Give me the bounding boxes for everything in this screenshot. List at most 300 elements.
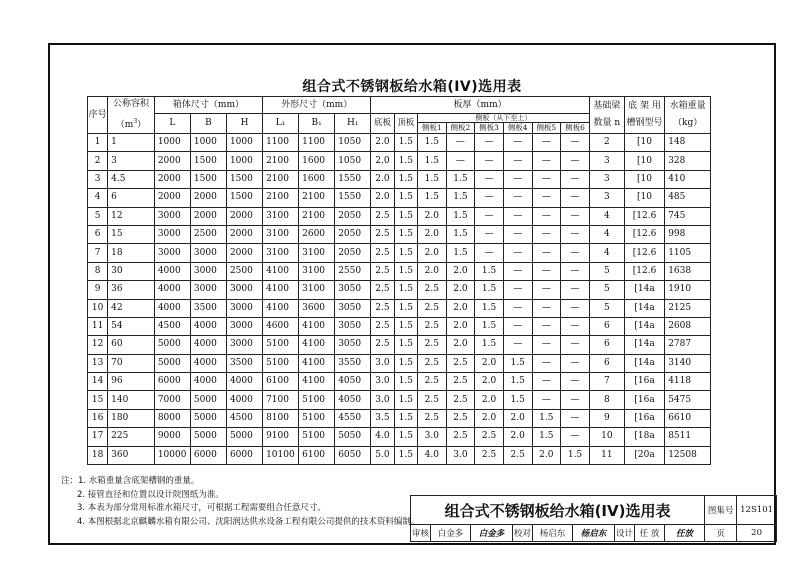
table-cell: — — [561, 225, 590, 243]
table-cell: [16a — [624, 409, 664, 427]
title-block — [410, 495, 777, 542]
table-cell: 1000 — [190, 134, 226, 152]
table-cell: 4 — [589, 244, 624, 262]
atlas-number: 12S101 — [737, 496, 777, 525]
table-cell: 1105 — [665, 244, 711, 262]
table-cell: 1600 — [299, 170, 335, 188]
table-cell: — — [561, 207, 590, 225]
table-cell: — — [503, 170, 532, 188]
table-row — [88, 134, 711, 152]
table-cell: 148 — [665, 134, 711, 152]
table-cell: 2000 — [190, 207, 226, 225]
table-title: 组合式不锈钢板给水箱(IV)选用表 — [302, 79, 522, 95]
table-cell: 2.0 — [446, 262, 475, 280]
table-cell: — — [503, 189, 532, 207]
table-cell: 2.0 — [503, 428, 532, 446]
table-cell: 3500 — [226, 354, 262, 372]
table-cell: 8 — [589, 391, 624, 409]
table-cell: [14a — [624, 299, 664, 317]
table-cell: 2050 — [335, 207, 371, 225]
table-cell: 6000 — [190, 446, 226, 464]
header-thickness: 板厚（mm） — [371, 97, 590, 114]
table-cell: 3.0 — [417, 428, 446, 446]
table-cell: 745 — [665, 207, 711, 225]
table-cell: 2.5 — [446, 409, 475, 427]
table-cell: 4100 — [299, 354, 335, 372]
table-cell: 1.5 — [475, 299, 504, 317]
table-cell: — — [532, 317, 561, 335]
table-cell: — — [561, 281, 590, 299]
table-cell: 2.5 — [371, 262, 394, 280]
table-cell: [12.6 — [624, 244, 664, 262]
table-cell: 1.5 — [446, 189, 475, 207]
table-cell: 3000 — [226, 317, 262, 335]
table-cell: 36 — [108, 281, 155, 299]
header-top: 顶板 — [394, 114, 417, 134]
table-cell: 2.5 — [446, 391, 475, 409]
table-cell: 1500 — [226, 189, 262, 207]
table-cell: 3.5 — [371, 409, 394, 427]
table-cell: 1600 — [299, 152, 335, 170]
table-cell: 4000 — [226, 373, 262, 391]
table-cell: 2.0 — [446, 299, 475, 317]
table-cell: 5100 — [263, 336, 299, 354]
table-cell: 3050 — [335, 281, 371, 299]
note-2: 2. 接管直径和位置以设计院图纸为准。 — [77, 489, 224, 500]
table-cell: 4.0 — [371, 428, 394, 446]
table-cell: 2.5 — [446, 428, 475, 446]
table-cell: 15 — [108, 225, 155, 243]
table-cell: 3500 — [190, 299, 226, 317]
table-cell: 1.5 — [394, 207, 417, 225]
table-cell: — — [503, 336, 532, 354]
table-cell: 1 — [88, 134, 108, 152]
table-cell: — — [561, 354, 590, 372]
table-cell: 4100 — [263, 281, 299, 299]
table-cell: 3050 — [335, 299, 371, 317]
table-cell: 70 — [108, 354, 155, 372]
table-cell: 1.5 — [394, 134, 417, 152]
table-cell: — — [561, 262, 590, 280]
table-cell: 11 — [589, 446, 624, 464]
header-B1: B₁ — [299, 114, 335, 134]
table-cell: 18 — [88, 446, 108, 464]
table-cell: 1.5 — [394, 189, 417, 207]
table-cell: 7000 — [154, 391, 190, 409]
table-cell: 16 — [88, 409, 108, 427]
table-cell: 3000 — [190, 281, 226, 299]
table-cell: 3000 — [226, 299, 262, 317]
table-cell: 1.5 — [503, 373, 532, 391]
table-cell: [12.6 — [624, 262, 664, 280]
table-cell: 1.5 — [394, 373, 417, 391]
table-cell: 1500 — [190, 170, 226, 188]
table-cell: — — [561, 134, 590, 152]
table-row — [88, 446, 711, 464]
designer-name: 任 放 — [635, 525, 665, 542]
table-cell: 2.0 — [446, 336, 475, 354]
table-cell: 6 — [589, 354, 624, 372]
table-cell: — — [561, 336, 590, 354]
page-label: 页 — [705, 525, 737, 542]
table-cell: — — [475, 152, 504, 170]
reviewer-signature: 白金多 — [471, 525, 513, 542]
designer-signature: 任放 — [665, 525, 705, 542]
table-cell: 13 — [88, 354, 108, 372]
table-cell: 2.5 — [371, 317, 394, 335]
table-cell: 96 — [108, 373, 155, 391]
table-cell: 4.5 — [108, 170, 155, 188]
table-cell: 2.0 — [503, 409, 532, 427]
table-cell: — — [503, 152, 532, 170]
table-cell: [12.6 — [624, 225, 664, 243]
table-cell: 3000 — [154, 207, 190, 225]
table-cell: — — [475, 189, 504, 207]
table-cell: [16a — [624, 373, 664, 391]
table-cell: 3050 — [335, 336, 371, 354]
table-cell: 4500 — [226, 409, 262, 427]
table-row — [88, 189, 711, 207]
table-cell: 485 — [665, 189, 711, 207]
table-cell: 1550 — [335, 170, 371, 188]
table-cell: 3100 — [263, 207, 299, 225]
header-capacity-label: 公称容积 — [112, 99, 149, 109]
table-cell: — — [532, 354, 561, 372]
table-cell: — — [532, 373, 561, 391]
table-cell: 2.0 — [475, 373, 504, 391]
table-cell: — — [503, 299, 532, 317]
table-cell: 3000 — [226, 336, 262, 354]
table-cell: 2050 — [335, 244, 371, 262]
table-cell: 1.5 — [475, 336, 504, 354]
table-cell: 3000 — [154, 244, 190, 262]
table-cell: 2.5 — [417, 299, 446, 317]
table-cell: 2608 — [665, 317, 711, 335]
table-cell: 5000 — [190, 428, 226, 446]
table-cell: 1.5 — [394, 262, 417, 280]
table-cell: 5475 — [665, 391, 711, 409]
table-cell: — — [561, 189, 590, 207]
table-cell: 5000 — [226, 428, 262, 446]
table-cell: 2.5 — [417, 317, 446, 335]
table-cell: — — [503, 134, 532, 152]
table-cell: 3100 — [299, 244, 335, 262]
table-cell: 10 — [589, 428, 624, 446]
table-row — [88, 281, 711, 299]
table-cell: 42 — [108, 299, 155, 317]
table-cell: 6050 — [335, 446, 371, 464]
table-cell: 1000 — [226, 134, 262, 152]
table-cell: 2000 — [154, 189, 190, 207]
table-cell: 3.0 — [371, 391, 394, 409]
table-cell: 2.5 — [417, 336, 446, 354]
table-cell: 54 — [108, 317, 155, 335]
table-cell: 4000 — [154, 281, 190, 299]
table-cell: 3000 — [190, 262, 226, 280]
note-1: 注：1. 水箱重量含底架槽钢的重量。 — [61, 476, 200, 486]
table-cell: 2.5 — [475, 428, 504, 446]
table-cell: 1.5 — [446, 244, 475, 262]
reviewer-name: 白金多 — [431, 525, 471, 542]
selection-table — [87, 96, 711, 465]
header-bottom: 底板 — [371, 114, 394, 134]
table-cell: 2.5 — [371, 281, 394, 299]
table-cell: 2000 — [226, 207, 262, 225]
table-cell: — — [532, 336, 561, 354]
table-cell: — — [561, 409, 590, 427]
header-side-group: 侧板（从下至上） — [417, 114, 589, 123]
table-cell: 14 — [88, 373, 108, 391]
table-cell: 180 — [108, 409, 155, 427]
table-cell: [10 — [624, 152, 664, 170]
table-cell: — — [532, 189, 561, 207]
table-cell: — — [532, 152, 561, 170]
table-cell: 1050 — [335, 134, 371, 152]
table-cell: 1.5 — [394, 244, 417, 262]
table-cell: [10 — [624, 170, 664, 188]
table-cell: 1500 — [226, 170, 262, 188]
header-side-6: 侧板6 — [561, 123, 590, 134]
page-number: 20 — [737, 525, 777, 542]
table-row — [88, 225, 711, 243]
table-cell: 4000 — [190, 317, 226, 335]
table-cell: 2.5 — [475, 446, 504, 464]
table-cell: 6 — [88, 225, 108, 243]
table-cell: 1000 — [154, 134, 190, 152]
header-side-1: 侧板1 — [417, 123, 446, 134]
table-cell: 360 — [108, 446, 155, 464]
table-cell: 2125 — [665, 299, 711, 317]
table-cell: 7100 — [263, 391, 299, 409]
table-cell: 3.0 — [371, 373, 394, 391]
table-row — [88, 207, 711, 225]
table-cell: 1.5 — [394, 170, 417, 188]
table-cell: 2.0 — [532, 446, 561, 464]
table-row — [88, 170, 711, 188]
table-cell: 4000 — [154, 299, 190, 317]
table-cell: — — [561, 152, 590, 170]
table-cell: 4118 — [665, 373, 711, 391]
table-cell: 2100 — [263, 152, 299, 170]
table-cell: — — [532, 244, 561, 262]
table-cell: 3 — [88, 170, 108, 188]
table-cell: 4000 — [190, 373, 226, 391]
table-cell: 4550 — [335, 409, 371, 427]
header-side-2: 侧板2 — [446, 123, 475, 134]
table-cell: 5100 — [263, 354, 299, 372]
table-cell: 4100 — [299, 373, 335, 391]
table-cell: 1.5 — [394, 225, 417, 243]
table-cell: 2100 — [299, 189, 335, 207]
table-cell: 2.0 — [475, 409, 504, 427]
table-cell: 410 — [665, 170, 711, 188]
table-cell: 6 — [589, 336, 624, 354]
table-row — [88, 299, 711, 317]
table-row — [88, 428, 711, 446]
table-cell: — — [532, 207, 561, 225]
table-cell: — — [475, 244, 504, 262]
note-4: 4. 本图根据北京麒麟水箱有限公司、沈阳润达供水设备工程有限公司提供的技术资料编制。 — [77, 516, 420, 527]
table-cell: 5 — [589, 299, 624, 317]
table-cell: 4600 — [263, 317, 299, 335]
table-cell: 2.5 — [371, 299, 394, 317]
table-cell: 4 — [589, 225, 624, 243]
table-cell: 6610 — [665, 409, 711, 427]
table-cell: 2.5 — [417, 409, 446, 427]
table-cell: 2.0 — [446, 281, 475, 299]
table-cell: 3550 — [335, 354, 371, 372]
table-cell: 2.5 — [371, 244, 394, 262]
header-weight: 水箱重量 （kg） — [665, 97, 711, 134]
table-cell: 1.5 — [394, 428, 417, 446]
header-H1: H₁ — [335, 114, 371, 134]
table-row — [88, 152, 711, 170]
table-cell: 1.5 — [417, 170, 446, 188]
table-cell: [10 — [624, 189, 664, 207]
table-cell: 1910 — [665, 281, 711, 299]
table-cell: 2.0 — [446, 317, 475, 335]
table-cell: 1.5 — [475, 262, 504, 280]
checker-signature: 杨启东 — [573, 525, 615, 542]
table-cell: 2.5 — [417, 354, 446, 372]
table-cell: 1.5 — [503, 354, 532, 372]
table-cell: 1.5 — [417, 152, 446, 170]
table-cell: — — [503, 281, 532, 299]
table-cell: 1 — [108, 134, 155, 152]
table-cell: 1550 — [335, 189, 371, 207]
table-cell: 2.5 — [446, 373, 475, 391]
table-cell: 225 — [108, 428, 155, 446]
table-cell: 2100 — [263, 189, 299, 207]
table-cell: 11 — [88, 317, 108, 335]
table-cell: 998 — [665, 225, 711, 243]
table-cell: 10100 — [263, 446, 299, 464]
table-cell: 1050 — [335, 152, 371, 170]
table-cell: 10000 — [154, 446, 190, 464]
table-cell: 2000 — [154, 170, 190, 188]
table-cell: 1.5 — [394, 299, 417, 317]
table-cell: 2.0 — [417, 225, 446, 243]
table-cell: [20a — [624, 446, 664, 464]
table-cell: — — [532, 134, 561, 152]
table-cell: — — [532, 281, 561, 299]
table-row — [88, 317, 711, 335]
header-capacity-unit: $(m^3)$ — [115, 118, 147, 130]
table-cell: 3050 — [335, 317, 371, 335]
header-chassis: 底 架 用 槽钢型号 — [624, 97, 664, 134]
table-cell: 2 — [88, 152, 108, 170]
table-cell: 2.0 — [417, 262, 446, 280]
table-cell: 2.5 — [503, 446, 532, 464]
table-cell: 3 — [108, 152, 155, 170]
table-cell: 2.5 — [371, 207, 394, 225]
table-cell: 2 — [589, 134, 624, 152]
table-cell: 5100 — [299, 409, 335, 427]
table-cell: 4 — [589, 207, 624, 225]
table-cell: [12.6 — [624, 207, 664, 225]
table-cell: 4000 — [226, 391, 262, 409]
header-B: B — [190, 114, 226, 134]
header-outer-size: 外形尺寸（mm） — [263, 97, 371, 114]
table-cell: [14a — [624, 317, 664, 335]
table-cell: 3600 — [299, 299, 335, 317]
header-L1: L₁ — [263, 114, 299, 134]
table-cell: 30 — [108, 262, 155, 280]
table-cell: — — [475, 134, 504, 152]
table-cell: 1.5 — [394, 336, 417, 354]
table-row — [88, 262, 711, 280]
table-cell: [18a — [624, 428, 664, 446]
table-cell: 1.5 — [446, 170, 475, 188]
table-cell: 5000 — [190, 391, 226, 409]
table-row — [88, 354, 711, 372]
table-cell: 2.5 — [417, 373, 446, 391]
table-cell: 2.0 — [417, 207, 446, 225]
table-cell: 6000 — [154, 373, 190, 391]
table-cell: 2000 — [226, 225, 262, 243]
table-cell: 4500 — [154, 317, 190, 335]
table-cell: 1100 — [299, 134, 335, 152]
table-cell: 2.5 — [371, 336, 394, 354]
table-cell: 2.0 — [371, 152, 394, 170]
table-row — [88, 336, 711, 354]
table-cell: 1.5 — [394, 281, 417, 299]
table-cell: [16a — [624, 391, 664, 409]
table-cell: 1638 — [665, 262, 711, 280]
table-cell: 3100 — [299, 262, 335, 280]
table-cell: 5000 — [190, 409, 226, 427]
table-cell: 3.0 — [446, 446, 475, 464]
table-cell: — — [561, 244, 590, 262]
table-cell: 1.5 — [394, 446, 417, 464]
table-cell: 328 — [665, 152, 711, 170]
table-cell: 12 — [108, 207, 155, 225]
table-cell: 4100 — [299, 336, 335, 354]
table-cell: 1.5 — [446, 225, 475, 243]
table-cell: 1.5 — [561, 446, 590, 464]
table-cell: 2100 — [299, 207, 335, 225]
table-cell: 2.0 — [371, 134, 394, 152]
table-cell: 5.0 — [371, 446, 394, 464]
table-cell: 12 — [88, 336, 108, 354]
table-row — [88, 409, 711, 427]
table-cell: 4050 — [335, 373, 371, 391]
table-cell: 3100 — [263, 225, 299, 243]
table-cell: 140 — [108, 391, 155, 409]
table-cell: 2550 — [335, 262, 371, 280]
table-cell: 4050 — [335, 391, 371, 409]
table-cell: 4000 — [190, 354, 226, 372]
table-cell: 5000 — [154, 336, 190, 354]
table-cell: 1.5 — [394, 409, 417, 427]
note-3: 3. 本表为部分常用标准水箱尺寸，可根据工程需要组合任意尺寸。 — [77, 503, 326, 513]
review-label: 审核 — [411, 525, 431, 542]
table-cell: 6100 — [263, 373, 299, 391]
table-cell: 2000 — [190, 189, 226, 207]
atlas-label: 图集号 — [705, 496, 737, 525]
table-cell: 3 — [589, 152, 624, 170]
table-cell: 1.5 — [532, 428, 561, 446]
table-cell: 2500 — [226, 262, 262, 280]
table-cell: — — [532, 299, 561, 317]
table-cell: — — [561, 391, 590, 409]
table-cell: 5100 — [299, 428, 335, 446]
table-cell: 4000 — [154, 262, 190, 280]
table-cell: 8511 — [665, 428, 711, 446]
table-cell: 9 — [589, 409, 624, 427]
table-cell: — — [561, 428, 590, 446]
table-cell: — — [532, 170, 561, 188]
